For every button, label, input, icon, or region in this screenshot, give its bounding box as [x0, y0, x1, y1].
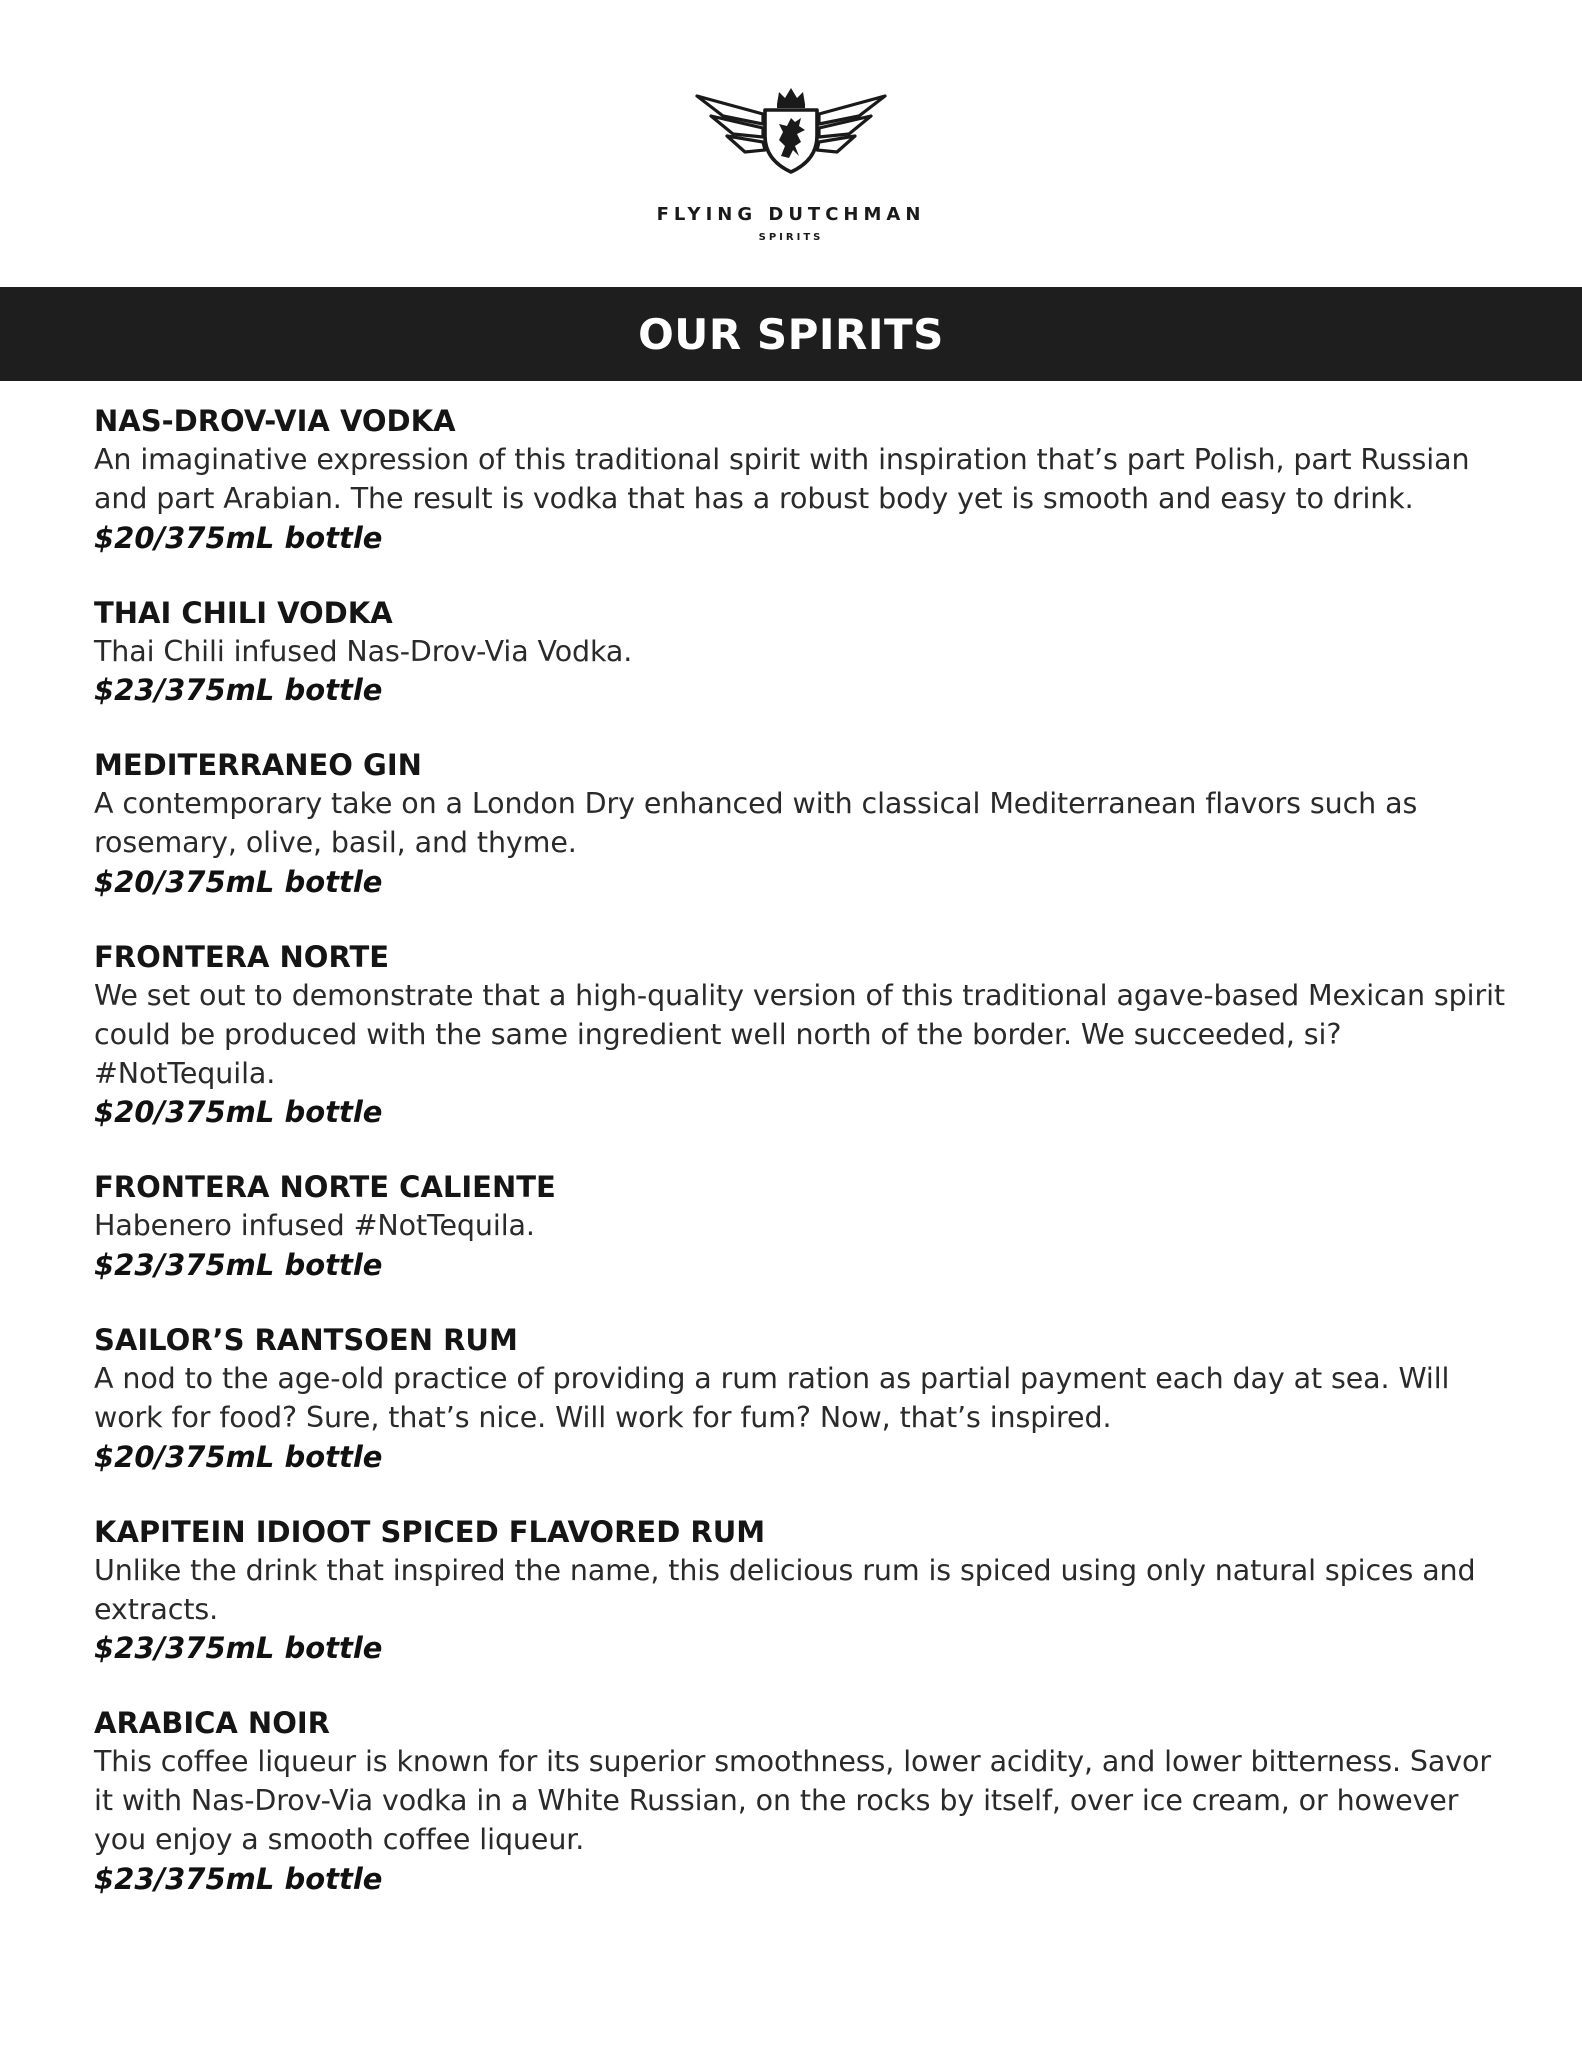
spirit-item: [94, 593, 1514, 710]
spirit-price: $20/375mL bottle: [94, 1095, 383, 1130]
spirit-price: $20/375mL bottle: [94, 864, 383, 899]
spirit-description: This coffee liqueur is known for its superior smoothness, lower acidity, and lower bitterness. Savor it with Nas-Drov-Via vodka in a White Russian, on the rocks by itself, over ice cream, or however you enjoy a smooth coffee liqueur.: [94, 1745, 1491, 1856]
spirit-name: NAS-DROV-VIA VODKA: [94, 404, 456, 438]
spirit-name: THAI CHILI VODKA: [94, 595, 393, 630]
section-title: OUR SPIRITS: [638, 309, 944, 359]
spirit-description: An imaginative expression of this traditional spirit with inspiration that’s part Polish, part Russian and part Arabian. The result is vodka that has a robust body yet is smooth and easy to drink.: [94, 443, 1470, 515]
spirit-price: $23/375mL bottle: [94, 673, 383, 708]
spirit-name: FRONTERA NORTE CALIENTE: [94, 1170, 556, 1205]
spirit-item: [94, 401, 1514, 557]
spirit-item: [94, 1167, 1514, 1284]
section-banner: [0, 287, 1582, 381]
brand-name: FLYING DUTCHMAN: [656, 204, 926, 225]
spirit-item: [94, 745, 1514, 901]
spirit-item: [94, 937, 1514, 1131]
spirit-item: [94, 1320, 1514, 1476]
spirit-price: $23/375mL bottle: [94, 1861, 383, 1896]
spirit-name: SAILOR’S RANTSOEN RUM: [94, 1323, 518, 1358]
spirit-description: Unlike the drink that inspired the name, this delicious rum is spiced using only natural spices and extracts.: [94, 1553, 1476, 1626]
spirit-description: A nod to the age-old practice of providing a rum ration as partial payment each day at sea. Will work for food? Sure, that’s nice. Will work for fum? Now, that’s inspired.: [94, 1362, 1450, 1434]
spirit-item: [94, 1512, 1514, 1668]
spirits-list: [94, 401, 1514, 1934]
spirit-price: $23/375mL bottle: [94, 1248, 383, 1283]
spirit-name: MEDITERRANEO GIN: [94, 748, 422, 783]
spirit-name: KAPITEIN IDIOOT SPICED FLAVORED RUM: [94, 1514, 766, 1549]
spirit-name: ARABICA NOIR: [94, 1706, 330, 1741]
spirit-description: A contemporary take on a London Dry enhanced with classical Mediterranean flavors such as rosemary, olive, basil, and thyme.: [94, 787, 1418, 860]
brand-subtitle: SPIRITS: [758, 232, 824, 243]
spirit-description: Habenero infused #NotTequila.: [94, 1209, 535, 1243]
spirit-item: [94, 1703, 1514, 1897]
spirit-description: We set out to demonstrate that a high-quality version of this traditional agave-based Mexican spirit could be produced with the same ingredient well north of the border. We succeeded, si? #NotTequila.: [94, 978, 1505, 1090]
brand-logo: [0, 84, 1582, 243]
spirit-description: Thai Chili infused Nas-Drov-Via Vodka.: [94, 634, 633, 668]
spirit-price: $23/375mL bottle: [94, 1631, 383, 1666]
spirit-price: $20/375mL bottle: [94, 520, 383, 555]
winged-shield-crown-icon: [693, 84, 889, 176]
spirit-price: $20/375mL bottle: [94, 1439, 383, 1474]
spirit-name: FRONTERA NORTE: [94, 939, 390, 974]
